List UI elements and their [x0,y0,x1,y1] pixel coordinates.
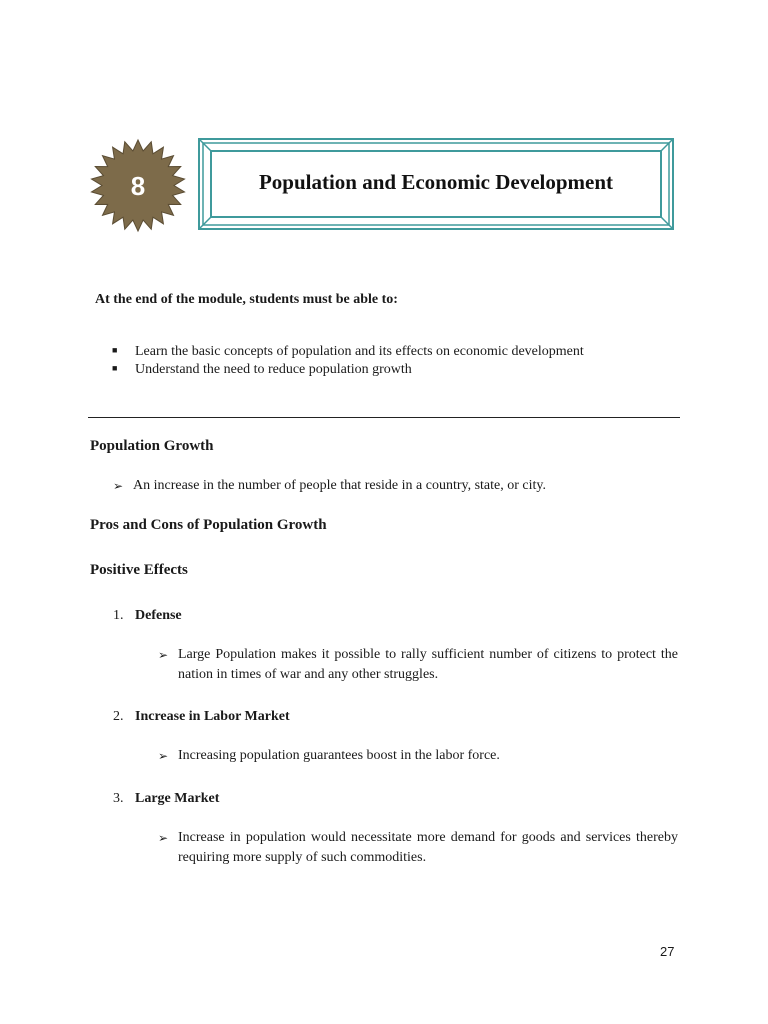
square-bullet-icon: ■ [112,363,118,373]
effect-title: Increase in Labor Market [135,709,290,724]
effect-detail [158,746,678,766]
effect-text: Increasing population guarantees boost in the labor force. [178,748,500,763]
module-title: Population and Economic Development [258,169,614,194]
objectives-list [112,344,584,380]
arrow-bullet-icon: ➢ [158,749,169,763]
effect-title: Large Market [135,791,220,806]
definition-item [113,476,673,496]
effect-item-title-row [113,789,219,809]
objective-item [112,362,584,380]
module-number-badge [88,138,188,233]
module-number: 8 [130,171,146,201]
effect-detail [158,828,678,868]
objective-item [112,344,584,362]
effect-title: Defense [135,608,182,623]
arrow-bullet-icon: ➢ [113,479,124,493]
effect-detail [158,645,678,685]
population-growth-heading: Population Growth [90,438,214,454]
effect-number: 2. [113,709,124,724]
effect-item-title-row [113,606,182,626]
objectives-heading: At the end of the module, students must be able to: [95,292,398,307]
section-divider [88,417,680,418]
effect-item-title-row [113,707,290,727]
square-bullet-icon: ■ [112,345,118,355]
objective-text: Understand the need to reduce population growth [135,362,412,377]
definition-text: An increase in the number of people that reside in a country, state, or city. [133,478,546,493]
effect-number: 3. [113,791,124,806]
effect-text: Large Population makes it possible to rally sufficient number of citizens to protect the nation in times of war and any other struggles. [178,647,678,682]
arrow-bullet-icon: ➢ [158,648,169,662]
objective-text: Learn the basic concepts of population and its effects on economic development [135,344,584,359]
positive-effects-heading: Positive Effects [90,562,188,578]
effect-number: 1. [113,608,124,623]
page-number: 27 [660,944,675,959]
pros-cons-heading: Pros and Cons of Population Growth [90,517,327,533]
arrow-bullet-icon: ➢ [158,831,169,845]
effect-text: Increase in population would necessitate more demand for goods and services thereby requiring more supply of such commodities. [178,830,678,865]
